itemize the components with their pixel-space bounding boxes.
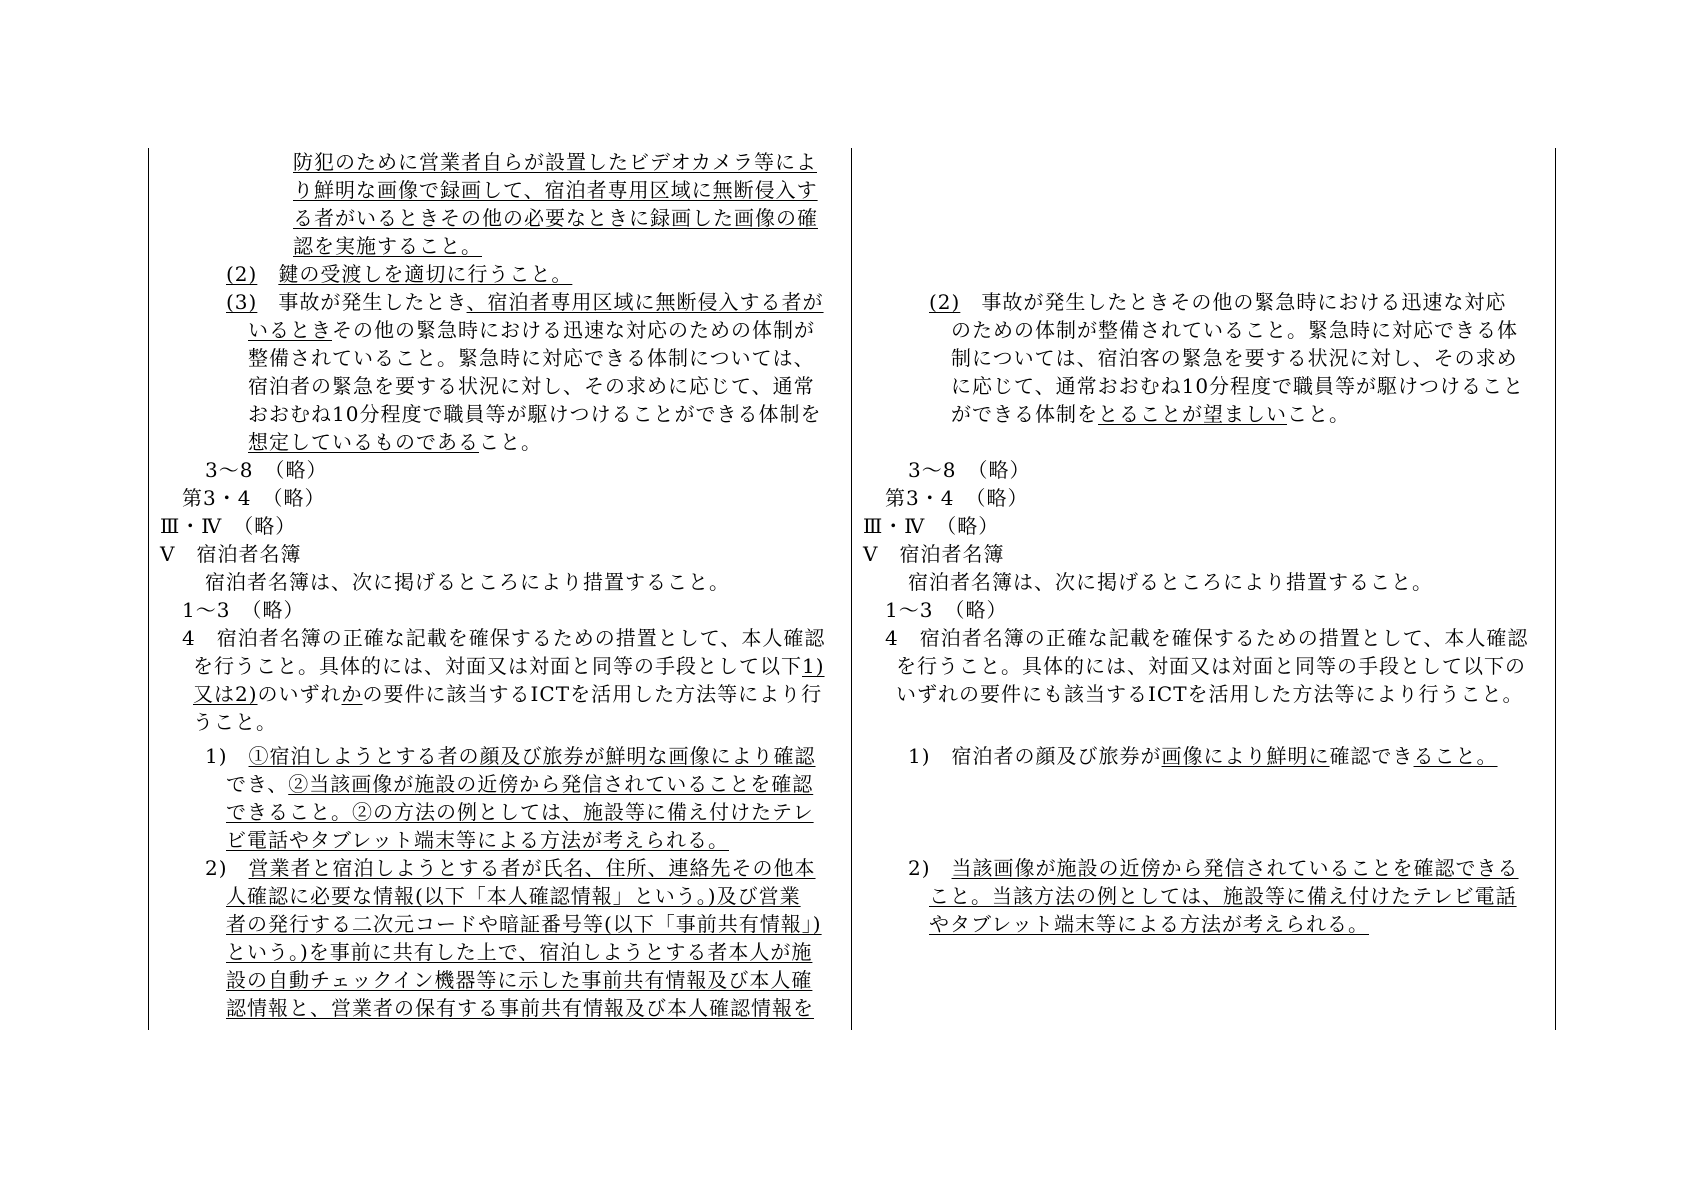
underlined-text: ること。 [1413, 744, 1498, 768]
center-divider-line [851, 148, 852, 1030]
text-segment: Ⅲ・Ⅳ （略） [863, 514, 1000, 538]
underlined-text: できること。②の方法の例としては、施設等に備え付けたテレ [226, 800, 814, 824]
text-line [908, 854, 1519, 882]
underlined-text: という。)を事前に共有した上で、宿泊しようとする者本人が施 [226, 940, 813, 964]
text-line [293, 176, 818, 204]
text-line [226, 770, 813, 798]
text-line [205, 742, 816, 770]
text-line [885, 596, 1007, 624]
text-line [205, 568, 730, 596]
text-segment: 4 宿泊者名簿の正確な記載を確保するための措置として、本人確認 [182, 626, 826, 650]
underlined-text: 画像により鮮明に [1161, 744, 1330, 768]
text-line [908, 456, 1030, 484]
underlined-text: やタブレット端末等による方法が考えられる。 [929, 912, 1369, 936]
text-line [226, 966, 812, 994]
text-line [248, 344, 815, 372]
text-segment: 1) [205, 744, 249, 768]
text-line [929, 910, 1369, 938]
text-segment: 1～3 （略） [885, 598, 1008, 622]
text-line [951, 400, 1350, 428]
right-border-line [1555, 148, 1556, 1030]
text-line [226, 882, 801, 910]
underlined-text: 者の発行する二次元コードや暗証番号等(以下「事前共有情報」) [226, 912, 822, 936]
text-line [226, 260, 572, 288]
text-segment: 3～8 （略） [908, 458, 1031, 482]
text-line [929, 288, 1506, 316]
text-line [908, 568, 1433, 596]
text-line [896, 652, 1526, 680]
text-line [863, 512, 999, 540]
text-segment: を行うこと。具体的には、対面又は対面と同等の手段として以下の [896, 654, 1526, 678]
underlined-text: か [341, 682, 363, 706]
underlined-text: (2) [226, 262, 258, 286]
text-segment: のための体制が整備されていること。緊急時に対応できる体 [951, 318, 1518, 342]
text-segment: Ⅲ・Ⅳ （略） [160, 514, 297, 538]
text-segment: 1～3 （略） [182, 598, 305, 622]
text-line [863, 540, 1004, 568]
left-border-line [148, 148, 149, 1030]
text-line [205, 854, 816, 882]
text-segment: その他の緊急時における迅速な対応のための体制が [332, 318, 815, 342]
text-line [193, 708, 277, 736]
text-line [193, 680, 822, 708]
text-line [885, 624, 1528, 652]
text-segment: うこと。 [193, 710, 277, 734]
underlined-text: ②当該画像が施設の近傍から発信されていることを確認 [288, 772, 814, 796]
text-line [293, 232, 482, 260]
text-segment: に応じて、通常おおむね10分程度で職員等が駆けつけること [951, 374, 1525, 398]
text-segment: 事故が発生したとき [257, 290, 467, 314]
text-line [929, 882, 1517, 910]
text-line [248, 316, 815, 344]
text-segment: 宿泊者名簿は、次に掲げるところにより措置すること。 [908, 570, 1433, 594]
underlined-text: 人確認に必要な情報(以下「本人確認情報」という。)及び営業 [226, 884, 801, 908]
text-segment: 宿泊者の緊急を要する状況に対し、その求めに応じて、通常 [248, 374, 815, 398]
text-segment: Ⅴ 宿泊者名簿 [863, 542, 1005, 566]
text-line [248, 428, 542, 456]
text-line [293, 148, 817, 176]
text-segment: 2) [908, 856, 952, 880]
text-line [951, 344, 1518, 372]
text-segment: の要件に該当するICTを活用した方法等により行 [362, 682, 823, 706]
text-line [896, 680, 1524, 708]
text-line [182, 484, 325, 512]
text-segment: 第3・4 （略） [182, 486, 326, 510]
text-segment: 1) 宿泊者の顔及び旅券が [908, 744, 1162, 768]
underlined-text: いるとき [248, 318, 332, 342]
text-line [951, 372, 1524, 400]
text-line [226, 288, 824, 316]
underlined-text: る者がいるときその他の必要なときに録画した画像の確 [293, 206, 818, 230]
underlined-text: (3) [226, 290, 258, 314]
text-segment: ができる体制を [951, 402, 1098, 426]
text-segment: こと。 [479, 430, 542, 454]
underlined-text: こと。当該方法の例としては、施設等に備え付けたテレビ電話 [929, 884, 1517, 908]
text-segment: こと。 [1287, 402, 1350, 426]
text-line [885, 484, 1028, 512]
text-segment: 4 宿泊者名簿の正確な記載を確保するための措置として、本人確認 [885, 626, 1529, 650]
text-line [160, 540, 301, 568]
text-line [226, 826, 729, 854]
text-segment: でき、 [226, 772, 289, 796]
text-line [908, 742, 1498, 770]
text-line [182, 596, 304, 624]
text-line [226, 798, 814, 826]
text-line [160, 512, 296, 540]
underlined-text: 想定しているものである [248, 430, 479, 454]
text-line [248, 400, 821, 428]
text-segment: のいずれ [257, 682, 342, 706]
text-line [226, 910, 822, 938]
text-line [248, 372, 815, 400]
text-segment: いずれの要件にも該当するICTを活用した方法等により行うこと。 [896, 682, 1524, 706]
text-segment: おおむね10分程度で職員等が駆けつけることができる体制を [248, 402, 822, 426]
text-segment: 第3・4 （略） [885, 486, 1029, 510]
text-segment: Ⅴ 宿泊者名簿 [160, 542, 302, 566]
underlined-text: 防犯のために営業者自らが設置したビデオカメラ等によ [293, 150, 817, 174]
text-segment: を行うこと。具体的には、対面又は対面と同等の手段として以下 [193, 654, 802, 678]
underlined-text: 設の自動チェックイン機器等に示した事前共有情報及び本人確 [226, 968, 813, 992]
underlined-text: 認を実施すること。 [293, 234, 482, 258]
text-segment: 2) [205, 856, 249, 880]
underlined-text: 当該画像が施設の近傍から発信されていることを確認できる [951, 856, 1519, 880]
underlined-text: 又は2) [193, 682, 258, 706]
underlined-text: 、宿泊者専用区域に無断侵入する者が [466, 290, 824, 314]
underlined-text: 鍵の受渡しを適切に行うこと。 [278, 262, 573, 286]
text-segment: 整備されていること。緊急時に対応できる体制については、 [248, 346, 815, 370]
text-line [226, 994, 814, 1022]
text-segment: 3～8 （略） [205, 458, 328, 482]
underlined-text: 1) [802, 654, 825, 678]
text-segment: 制については、宿泊客の緊急を要する状況に対し、その求め [951, 346, 1518, 370]
underlined-text: (2) [929, 290, 961, 314]
underlined-text: ①宿泊しようとする者の顔及び旅券が鮮明な画像により確認 [248, 744, 816, 768]
underlined-text: 認情報と、営業者の保有する事前共有情報及び本人確認情報を [226, 996, 814, 1020]
text-line [182, 624, 825, 652]
text-line [293, 204, 818, 232]
text-line [193, 652, 825, 680]
underlined-text: り鮮明な画像で録画して、宿泊者専用区域に無断侵入す [293, 178, 818, 202]
text-segment: 事故が発生したときその他の緊急時における迅速な対応 [960, 290, 1507, 314]
underlined-text: 営業者と宿泊しようとする者が氏名、住所、連絡先その他本 [248, 856, 816, 880]
text-segment: 宿泊者名簿は、次に掲げるところにより措置すること。 [205, 570, 730, 594]
text-line [226, 938, 812, 966]
text-line [205, 456, 327, 484]
text-segment [257, 262, 278, 286]
underlined-text: とることが望ましい [1098, 402, 1287, 426]
text-line [951, 316, 1518, 344]
text-segment: 確認でき [1329, 744, 1414, 768]
underlined-text: ビ電話やタブレット端末等による方法が考えられる。 [226, 828, 729, 852]
